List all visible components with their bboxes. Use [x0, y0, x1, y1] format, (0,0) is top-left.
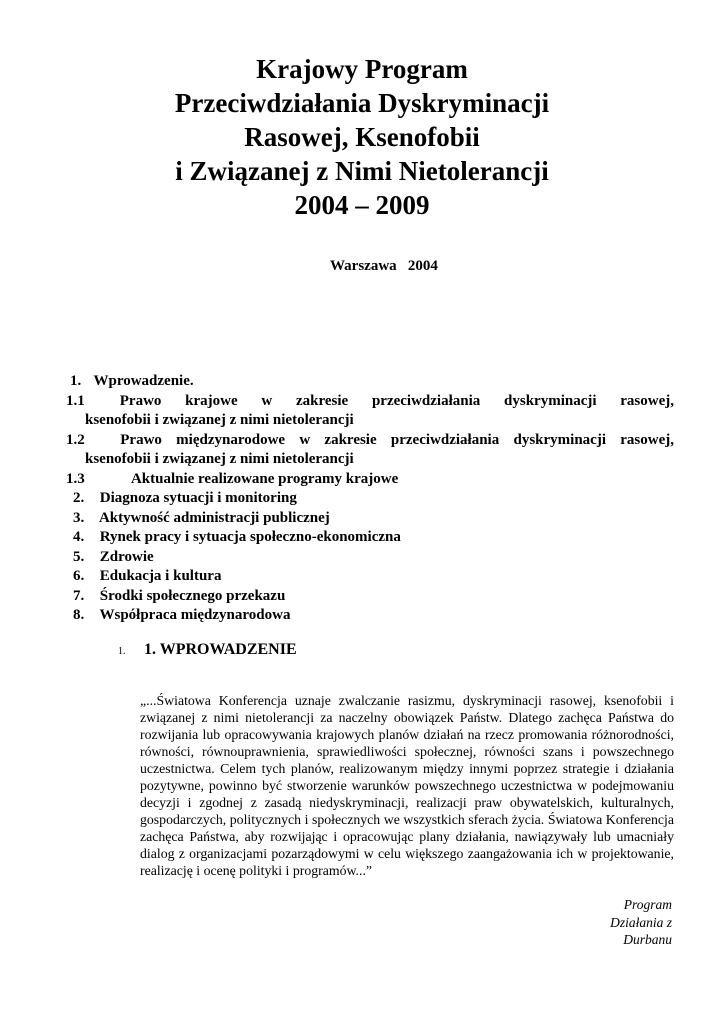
toc-item — [73, 606, 674, 626]
title-line: i Związanej z Nimi Nietolerancji — [175, 156, 549, 186]
toc-item — [66, 470, 674, 490]
toc-item-number: 7. — [73, 587, 85, 604]
toc-item — [73, 587, 674, 607]
toc-item-number: 1.2 — [66, 431, 85, 448]
toc-item-number: 8. — [73, 607, 85, 623]
toc-item — [73, 509, 674, 529]
toc-item — [66, 431, 674, 451]
quote-source-line: Program — [623, 897, 672, 912]
toc-item-text: Współpraca międzynarodowa — [99, 607, 291, 623]
toc-item-continuation: ksenofobii i związanej z nimi nietolerancji — [85, 412, 354, 428]
toc-item-text: Prawo międzynarodowe w zakresie przeciwdziałania dyskryminacji rasowej, — [120, 431, 674, 448]
toc-item-number: 1. — [70, 373, 82, 389]
toc-item-number: 1.1 — [66, 392, 85, 409]
durban-quote: „...Światowa Konferencja uznaje zwalczanie rasizmu, dyskryminacji rasowej, ksenofobii i związanej z nimi nietolerancji za naczelny obowiązek Państw. Dlatego zachęca Państwa do rozwijania lub opracowywania krajowych planów działań na rzecz promowania różnorodności, równości, równouprawnienia, sprawiedliwości społecznej, równości szans i powszechnego uczestnictwa. Celem tych planów, realizowanym między innymi poprzez strategie i działania pozytywne, powinno być stworzenie warunków powszechnego uczestnictwa w podejmowaniu decyzji i zgodnej z zasadą niedyskryminacji, realizacji praw obywatelskich, kulturalnych, gospodarczych, politycznych i społecznych we wszystkich sferach życia. Światowa Konferencja zachęca Państwa, aby rozwijając i opracowując plany działania, nawiązywały lub umacniały dialog z organizacjami pozarządowymi w celu większego zaangażowania ich w projektowanie, realizację i ocenę polityki i programów...” — [140, 693, 674, 878]
toc-item-number: 2. — [73, 490, 85, 506]
table-of-contents — [66, 372, 675, 626]
toc-item — [73, 548, 674, 568]
toc-item-text: Aktywność administracji publicznej — [98, 509, 330, 526]
toc-item-text: Rynek pracy i sytuacja społeczno-ekonomiczna — [99, 529, 401, 545]
toc-item — [66, 392, 674, 412]
toc-item-continuation: ksenofobii i związanej z nimi nietolerancji — [85, 451, 354, 467]
quote-source-line: Durbanu — [623, 932, 672, 947]
toc-item-number: 4. — [73, 529, 85, 545]
quote-source-line: Działania z — [610, 914, 672, 930]
toc-item — [73, 489, 674, 509]
section-heading — [118, 641, 297, 659]
toc-item-number: 3. — [73, 509, 85, 526]
quote-source — [552, 896, 672, 949]
section-heading-text: 1. WPROWADZENIE — [144, 641, 297, 658]
toc-item-number: 6. — [73, 568, 85, 584]
toc-item-number: 1.3 — [66, 470, 85, 487]
toc-item — [73, 528, 674, 548]
section-list-marker: 1. — [118, 646, 126, 657]
toc-item-text: Diagnoza sytuacji i monitoring — [99, 490, 297, 506]
toc-item — [70, 372, 674, 392]
toc-item-text: Środki społecznego przekazu — [99, 587, 286, 604]
title-line: Rasowej, Ksenofobii — [244, 122, 480, 152]
toc-item-text: Aktualnie realizowane programy krajowe — [130, 470, 399, 487]
toc-item-text: Zdrowie — [99, 548, 154, 565]
document-title — [0, 52, 724, 222]
toc-item-number: 5. — [73, 548, 85, 565]
place-and-year: Warszawa 2004 — [330, 258, 438, 274]
toc-item — [73, 567, 674, 587]
title-line: Krajowy Program — [256, 54, 468, 84]
toc-item-text: Edukacja i kultura — [99, 568, 222, 584]
title-line: Przeciwdziałania Dyskryminacji — [174, 88, 550, 118]
toc-item-text: Prawo krajowe w zakresie przeciwdziałania dyskryminacji rasowej, — [119, 392, 675, 409]
title-years: 2004 – 2009 — [294, 190, 430, 220]
toc-item-text: Wprowadzenie. — [93, 373, 194, 389]
